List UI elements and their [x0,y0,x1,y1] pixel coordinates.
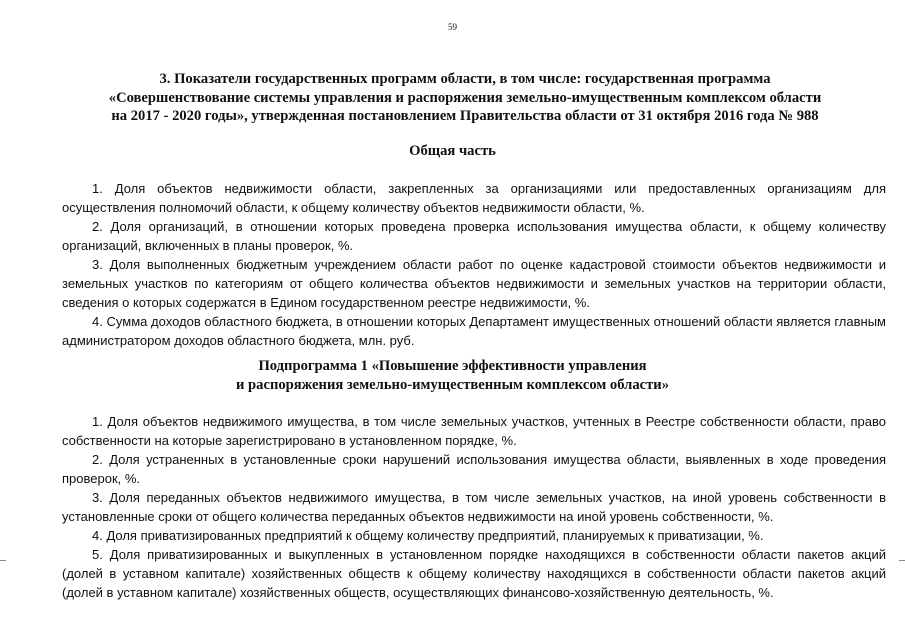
subprogram-1-heading-line: Подпрограмма 1 «Повышение эффективности управления [258,358,647,374]
general-part-list [62,179,886,350]
indicator-item: 3. Доля выполненных бюджетным учреждением области работ по оценке кадастровой стоимости объектов недвижимости и земельных участков по категориям от общего количества объектов недвижимости и земельных участков на территории области, сведения о которых содержатся в Едином государственном реестре недвижимости, %. [62,257,886,310]
indicator-item: 4. Сумма доходов областного бюджета, в отношении которых Департамент имущественных отношений области является главным администратором доходов областного бюджета, млн. руб. [62,314,886,348]
scan-edge-mark [899,560,905,561]
indicator-item: 2. Доля организаций, в отношении которых проведена проверка использования имущества области, к общему количеству организаций, включенных в планы проверок, %. [62,219,886,253]
page-number: 59 [448,22,457,32]
indicator-item: 5. Доля приватизированных и выкупленных в установленном порядке находящихся в собственности области пакетов акций (долей в уставном капитале) хозяйственных обществ к общему количеству находящихся в собственности области пакетов акций (долей в уставном капитале) хозяйственных обществ, осуществляющих финансово-хозяйственную деятельность, %. [62,547,886,600]
indicator-item: 3. Доля переданных объектов недвижимого имущества, в том числе земельных участков, на иной уровень собственности в установленные сроки от общего количества переданных объектов недвижимости на иной уровень собственности, %. [62,490,886,524]
indicator-item: 4. Доля приватизированных предприятий к общему количеству предприятий, планируемых к приватизации, %. [92,528,764,543]
section-title-line: «Совершенствование системы управления и распоряжения земельно-имущественным комплексом области [108,89,822,106]
indicator-item: 1. Доля объектов недвижимости области, закрепленных за организациями или предоставленных организациям для осуществления полномочий области, к общему количеству объектов недвижимости области, %. [62,181,886,215]
section-title-line: на 2017 - 2020 годы», утвержденная постановлением Правительства области от 31 октября 2016 года № 988 [111,108,819,124]
indicator-item: 1. Доля объектов недвижимого имущества, в том числе земельных участков, учтенных в Реестре собственности области, право собственности на которые зарегистрировано в установленном порядке, %. [62,414,886,448]
scan-edge-mark [0,560,6,561]
subprogram-1-heading-line: и распоряжения земельно-имущественным комплексом области» [236,376,669,393]
section-title [30,70,900,126]
subprogram-1-list [62,412,886,602]
indicator-item: 2. Доля устраненных в установленные сроки нарушений использования имущества области, выявленных в ходе проведения проверок, %. [62,452,886,486]
section-title-line: 3. Показатели государственных программ области, в том числе: государственная программа [159,71,771,87]
subprogram-1-heading [0,357,905,394]
general-part-heading: Общая часть [409,143,496,159]
